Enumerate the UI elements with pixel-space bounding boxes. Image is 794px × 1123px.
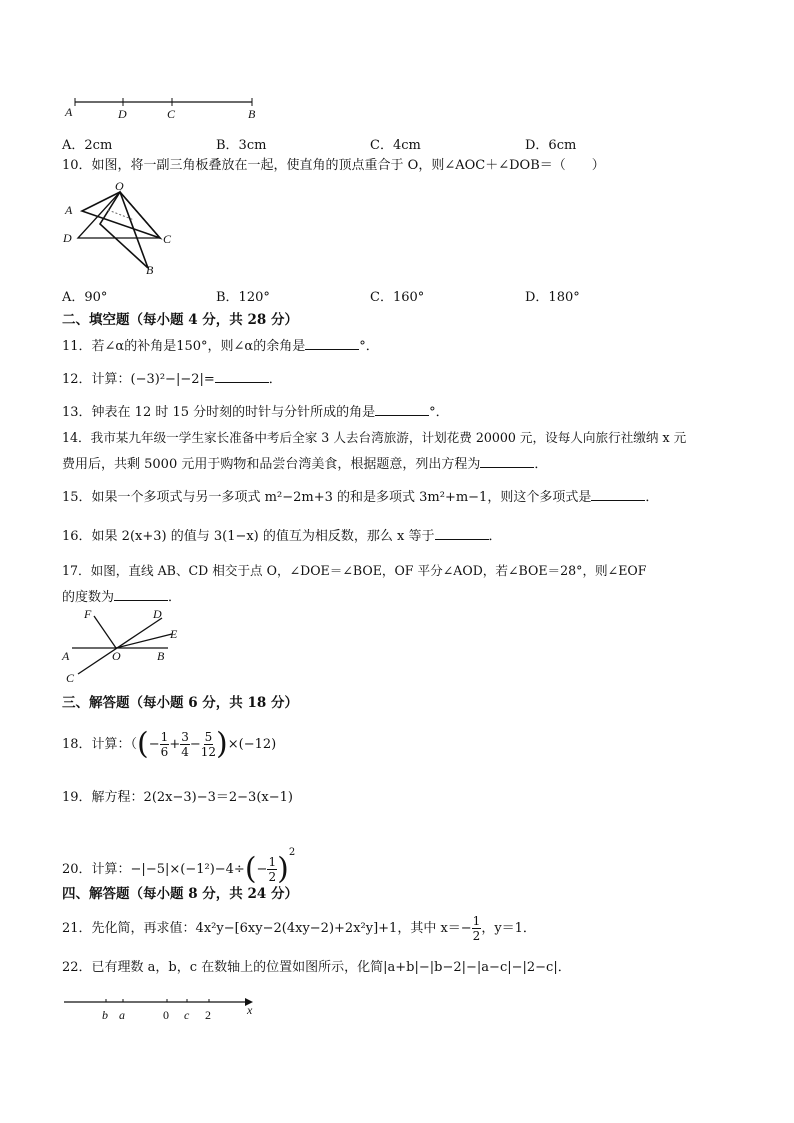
question-13 bbox=[62, 403, 449, 421]
section-2-heading: 二、填空题（每小题 4 分，共 28 分） bbox=[62, 312, 298, 328]
question-11 bbox=[62, 337, 379, 355]
q10-option-d: D．180° bbox=[525, 290, 580, 305]
q18-minus: − bbox=[148, 737, 160, 752]
q17-suffix: ． bbox=[168, 590, 182, 605]
question-12 bbox=[62, 370, 282, 388]
answer-blank bbox=[215, 370, 269, 383]
question-14-line-2 bbox=[62, 455, 547, 473]
fraction-3-4 bbox=[180, 730, 190, 759]
exponent: 2 bbox=[288, 847, 296, 858]
fraction-denominator: 2 bbox=[472, 929, 481, 943]
q10-option-b: B．120° bbox=[216, 290, 270, 305]
answer-blank bbox=[114, 588, 168, 601]
q14-text: 费用后，共剩 5000 元用于购物和品尝台湾美食，根据题意，列出方程为 bbox=[62, 457, 481, 472]
point-label-c: C bbox=[163, 232, 172, 246]
point-label-c: C bbox=[167, 107, 176, 121]
figure-q9-segment bbox=[60, 92, 270, 124]
q21-suffix: ，y＝1． bbox=[481, 921, 536, 936]
fraction-denominator: 2 bbox=[268, 870, 277, 884]
q9-option-b: B．3cm bbox=[216, 138, 267, 153]
answer-blank bbox=[591, 488, 645, 501]
question-16 bbox=[62, 527, 502, 545]
q17-text: 的度数为 bbox=[62, 590, 115, 605]
question-21 bbox=[62, 912, 536, 946]
answer-blank bbox=[305, 337, 359, 350]
q12-text: 12．计算：(−3)²−|−2|= bbox=[62, 372, 215, 387]
point-label-b: B bbox=[157, 649, 165, 663]
q20-prefix: 20．计算：−|−5|×(−1²)−4÷ bbox=[62, 862, 245, 877]
question-18 bbox=[62, 727, 276, 763]
point-label-d: D bbox=[153, 608, 162, 621]
question-14-line-1: 14．我市某九年级一学生家长准备中考后全家 3 人去台湾旅游，计划花费 20000 元，设每人向旅行社缴纳 x 元 bbox=[62, 430, 687, 445]
point-label-a: A bbox=[62, 649, 70, 663]
fraction-denominator: 6 bbox=[160, 745, 169, 759]
q10-option-c: C．160° bbox=[370, 290, 425, 305]
fraction-numerator: 1 bbox=[160, 730, 169, 744]
point-label-b: B bbox=[248, 107, 256, 121]
q13-text: 13．钟表在 12 时 15 分时刻的时针与分针所成的角是 bbox=[62, 405, 376, 420]
fraction-1-2 bbox=[472, 914, 482, 943]
q18-prefix: 18．计算：（ bbox=[62, 737, 138, 752]
fraction-numerator: 3 bbox=[181, 730, 189, 744]
fraction-5-12 bbox=[201, 730, 216, 759]
fraction-denominator: 12 bbox=[200, 745, 217, 759]
point-label-f: F bbox=[84, 608, 92, 621]
section-3-heading: 三、解答题（每小题 6 分，共 18 分） bbox=[62, 695, 298, 711]
number-line-label-x: x bbox=[247, 1003, 253, 1017]
q13-suffix: °． bbox=[429, 405, 449, 420]
section-4-heading: 四、解答题（每小题 8 分，共 24 分） bbox=[62, 886, 298, 902]
point-label-e: E bbox=[170, 627, 178, 641]
number-line-label-c: c bbox=[184, 1008, 190, 1022]
figure-q17-angles bbox=[60, 608, 190, 686]
q11-text: 11．若∠α的补角是150°，则∠α的余角是 bbox=[62, 339, 306, 354]
q9-option-a: A．2cm bbox=[62, 138, 113, 153]
point-label-o: O bbox=[112, 649, 121, 663]
fraction-denominator: 4 bbox=[181, 745, 189, 759]
q9-option-d: D．6cm bbox=[525, 138, 577, 153]
number-line-label-a: a bbox=[119, 1008, 125, 1022]
point-label-a: A bbox=[65, 105, 73, 119]
q15-text: 15．如果一个多项式与另一多项式 m²−2m+3 的和是多项式 3m²+m−1，则这个多项式是 bbox=[62, 490, 592, 505]
point-label-c: C bbox=[66, 671, 75, 685]
question-17-line-1: 17．如图，直线 AB、CD 相交于点 O，∠DOE＝∠BOE，OF 平分∠AOD，若∠BOE＝28°，则∠EOF bbox=[62, 563, 647, 578]
fraction-1-2 bbox=[267, 855, 277, 884]
q20-minus: − bbox=[256, 862, 268, 877]
question-20 bbox=[62, 833, 295, 890]
q18-minus-2: − bbox=[189, 737, 201, 752]
figure-q22-number-line bbox=[60, 992, 270, 1022]
fraction-numerator: 1 bbox=[472, 914, 481, 928]
point-label-o: O bbox=[115, 182, 124, 193]
right-paren: ) bbox=[277, 851, 289, 887]
q14-suffix: ． bbox=[534, 457, 548, 472]
point-label-a: A bbox=[65, 203, 73, 217]
question-22: 22．已有理数 a，b，c 在数轴上的位置如图所示，化简|a+b|−|b−2|−|a−c|−|2−c|． bbox=[62, 960, 571, 975]
number-line-label-b: b bbox=[102, 1008, 108, 1022]
q21-prefix: 21．先化简，再求值：4x²y−[6xy−2(4xy−2)+2x²y]+1，其中 x＝− bbox=[62, 921, 472, 936]
q18-plus: + bbox=[169, 737, 181, 752]
fraction-numerator: 1 bbox=[268, 855, 277, 869]
fraction-numerator: 5 bbox=[204, 730, 213, 744]
q16-suffix: ． bbox=[488, 529, 502, 544]
q12-suffix: ． bbox=[268, 372, 282, 387]
question-17-line-2 bbox=[62, 588, 181, 606]
question-15 bbox=[62, 488, 658, 506]
q9-option-c: C．4cm bbox=[370, 138, 421, 153]
q11-suffix: °． bbox=[359, 339, 379, 354]
question-19: 19．解方程：2(2x−3)−3＝2−3(x−1) bbox=[62, 790, 293, 805]
point-label-d: D bbox=[118, 107, 127, 121]
q10-option-a: A．90° bbox=[62, 290, 108, 305]
number-line-label-zero: 0 bbox=[163, 1008, 169, 1022]
answer-blank bbox=[480, 455, 534, 468]
fraction-1-6 bbox=[160, 730, 170, 759]
question-10: 10．如图，将一副三角板叠放在一起，使直角的顶点重合于 O，则∠AOC＋∠DOB＝（ ） bbox=[62, 158, 605, 173]
q18-suffix: ×(−12) bbox=[227, 737, 277, 752]
point-label-b: B bbox=[146, 263, 154, 277]
number-line-label-two: 2 bbox=[205, 1008, 211, 1022]
answer-blank bbox=[375, 403, 429, 416]
point-label-d: D bbox=[63, 231, 72, 245]
q15-suffix: ． bbox=[645, 490, 659, 505]
figure-q10-triangles bbox=[60, 182, 190, 278]
right-paren: ) bbox=[216, 726, 228, 762]
q16-text: 16．如果 2(x+3) 的值与 3(1−x) 的值互为相反数，那么 x 等于 bbox=[62, 529, 435, 544]
answer-blank bbox=[435, 527, 489, 540]
left-paren: ( bbox=[137, 726, 149, 762]
left-paren: ( bbox=[244, 851, 257, 887]
